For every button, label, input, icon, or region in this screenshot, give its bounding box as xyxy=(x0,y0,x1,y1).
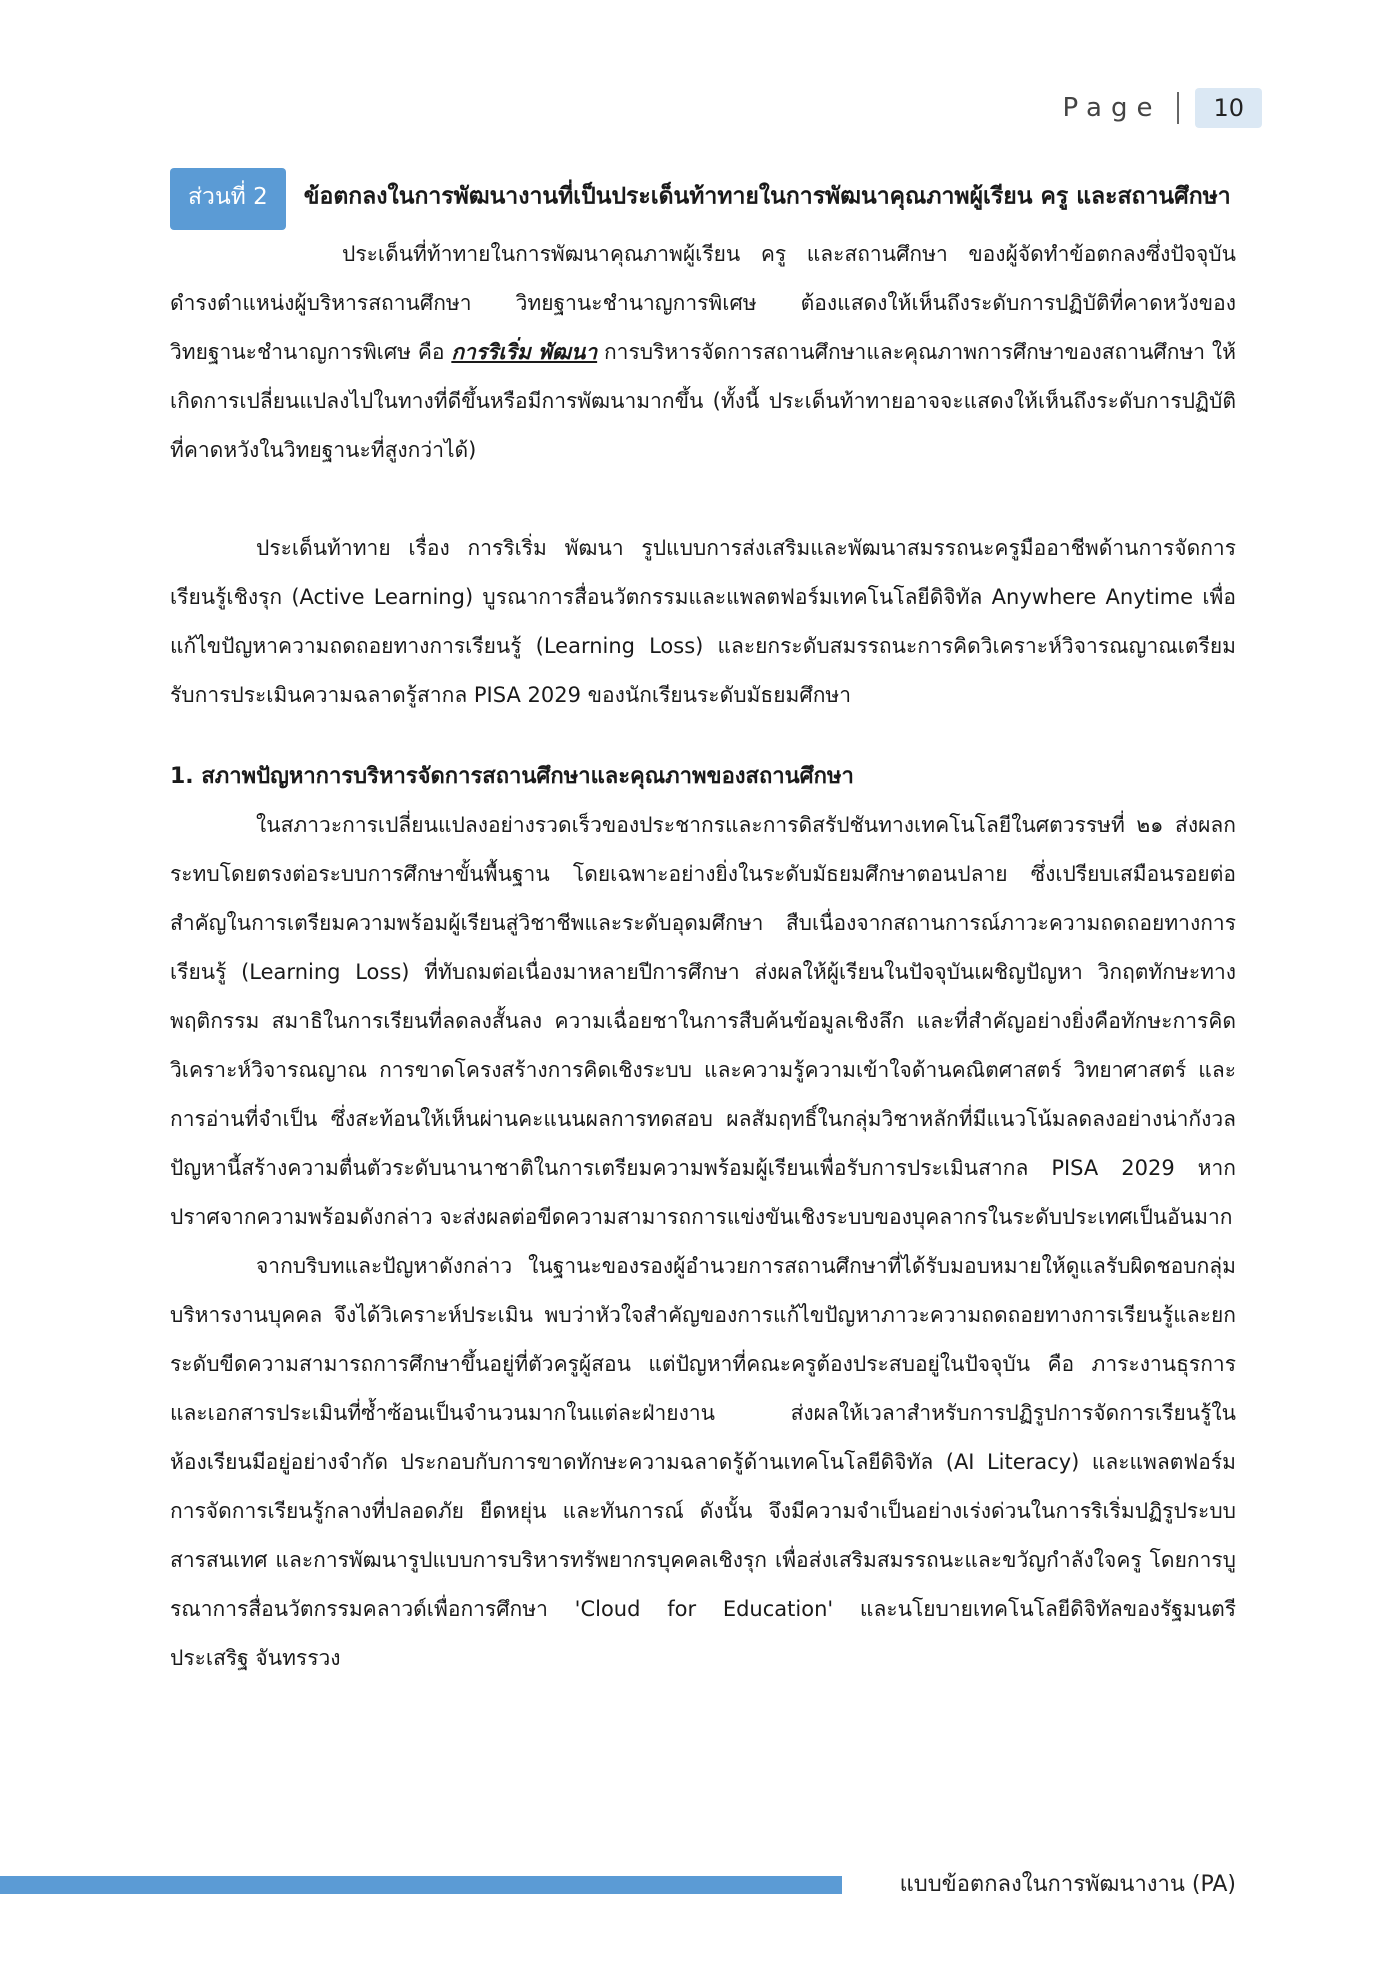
page-label: Page xyxy=(1062,93,1162,123)
part1-paragraph-2: จากบริบทและปัญหาดังกล่าว ในฐานะของรองผู้อำนวยการสถานศึกษาที่ได้รับมอบหมายให้ดูแลรับผิดชอบกลุ่มบริหารงานบุคคล จึงได้วิเคราะห์ประเมิน พบว่าหัวใจสำคัญของการแก้ไขปัญหาภาวะความถดถอยทางการเรียนรู้และยกระดับขีดความสามารถการศึกษาขึ้นอยู่ที่ตัวครูผู้สอน แต่ปัญหาที่คณะครูต้องประสบอยู่ในปัจจุบัน คือ ภาระงานธุรการและเอกสารประเมินที่ซ้ำซ้อนเป็นจำนวนมากในแต่ละฝ่ายงาน ส่งผลให้เวลาสำหรับการปฏิรูปการจัดการเรียนรู้ในห้องเรียนมีอยู่อย่างจำกัด ประกอบกับการขาดทักษะความฉลาดรู้ด้านเทคโนโลยีดิจิทัล (AI Literacy) และแพลตฟอร์มการจัดการเรียนรู้กลางที่ปลอดภัย ยืดหยุ่น และทันการณ์ ดังนั้น จึงมีความจำเป็นอย่างเร่งด่วนในการริเริ่มปฏิรูประบบสารสนเทศ และการพัฒนารูปแบบการบริหารทรัพยากรบุคคลเชิงรุก เพื่อส่งเสริมสมรรถนะและขวัญกำลังใจครู โดยการบูรณาการสื่อนวัตกรรมคลาวด์เพื่อการศึกษา 'Cloud for Education' และนโยบายเทคโนโลยีดิจิทัลของรัฐมนตรี ประเสริฐ จันทรรวง xyxy=(170,1254,1236,1670)
footer-title: แบบข้อตกลงในการพัฒนางาน (PA) xyxy=(899,1872,1236,1897)
page-number: 10 xyxy=(1195,88,1262,128)
part1-paragraph-1: ในสภาวะการเปลี่ยนแปลงอย่างรวดเร็วของประชากรและการดิสรัปชันทางเทคโนโลยีในศตวรรษที่ ๒๑ ส่งผลกระทบโดยตรงต่อระบบการศึกษาขั้นพื้นฐาน โดยเฉพาะอย่างยิ่งในระดับมัธยมศึกษาตอนปลาย ซึ่งเปรียบเสมือนรอยต่อสำคัญในการเตรียมความพร้อมผู้เรียนสู่วิชาชีพและระดับอุดมศึกษา สืบเนื่องจากสถานการณ์ภาวะความถดถอยทางการเรียนรู้ (Learning Loss) ที่ทับถมต่อเนื่องมาหลายปีการศึกษา ส่งผลให้ผู้เรียนในปัจจุบันเผชิญปัญหา วิกฤตทักษะทางพฤติกรรม สมาธิในการเรียนที่ลดลงสั้นลง ความเฉื่อยชาในการสืบค้นข้อมูลเชิงลึก และที่สำคัญอย่างยิ่งคือทักษะการคิดวิเคราะห์วิจารณญาณ การขาดโครงสร้างการคิดเชิงระบบ และความรู้ความเข้าใจด้านคณิตศาสตร์ วิทยาศาสตร์ และการอ่านที่จำเป็น ซึ่งสะท้อนให้เห็นผ่านคะแนนผลการทดสอบ ผลสัมฤทธิ์ในกลุ่มวิชาหลักที่มีแนวโน้มลดลงอย่างน่ากังวล ปัญหานี้สร้างความตื่นตัวระดับนานาชาติในการเตรียมความพร้อมผู้เรียนเพื่อรับการประเมินสากล PISA 2029 หากปราศจากความพร้อมดังกล่าว จะส่งผลต่อขีดความสามารถการแข่งขันเชิงระบบของบุคลากรในระดับประเทศเป็นอันมาก xyxy=(170,813,1236,1229)
section-badge: ส่วนที่ 2 xyxy=(170,168,286,230)
page-header xyxy=(1063,88,1263,128)
footer-accent-bar xyxy=(0,1876,842,1894)
challenge-paragraph: ประเด็นท้าทาย เรื่อง การริเริ่ม พัฒนา รูปแบบการส่งเสริมและพัฒนาสมรรถนะครูมืออาชีพด้านการจัดการเรียนรู้เชิงรุก (Active Learning) บูรณาการสื่อนวัตกรรมและแพลตฟอร์มเทคโนโลยีดิจิทัล Anywhere Anytime เพื่อแก้ไขปัญหาความถดถอยทางการเรียนรู้ (Learning Loss) และยกระดับสมรรถนะการคิดวิเคราะห์วิจารณญาณเตรียมรับการประเมินความฉลาดรู้สากล PISA 2029 ของนักเรียนระดับมัธยมศึกษา xyxy=(170,536,1236,707)
section-title: ข้อตกลงในการพัฒนางานที่เป็นประเด็นท้าทายในการพัฒนาคุณภาพผู้เรียน ครู และสถานศึกษา xyxy=(303,183,1231,210)
document-body xyxy=(170,168,1236,1683)
intro-text-end: การบริหารจัดการสถานศึกษาและคุณภาพการศึกษาของสถานศึกษา ให้เกิดการเปลี่ยนแปลงไปในทางที่ดีขึ้นหรือมีการพัฒนามากขึ้น (ทั้งนี้ ประเด็นท้าทายอาจจะแสดงให้เห็นถึงระดับการปฏิบัติที่คาดหวังในวิทยฐานะที่สูงกว่าได้) xyxy=(170,340,1237,462)
intro-emphasis: การริเริ่ม พัฒนา xyxy=(451,340,598,364)
part1-heading: 1. สภาพปัญหาการบริหารจัดการสถานศึกษาและคุณภาพของสถานศึกษา xyxy=(170,764,854,789)
intro-paragraph xyxy=(170,230,1236,475)
section-heading xyxy=(170,168,1236,230)
intro-text-start: ประเด็นที่ท้าทายในการพัฒนาคุณภาพผู้เรียน ครู และสถานศึกษา ของผู้จัดทำข้อตกลงซึ่งปัจจุบันดำรงตำแหน่งผู้บริหารสถานศึกษา วิทยฐานะชำนาญการพิเศษ ต้องแสดงให้เห็นถึงระดับการปฏิบัติที่คาดหวังของวิทยฐานะชำนาญการพิเศษ คือ xyxy=(170,242,1236,364)
spacer xyxy=(170,720,1236,752)
spacer xyxy=(170,475,1236,524)
page-divider xyxy=(1177,92,1179,124)
